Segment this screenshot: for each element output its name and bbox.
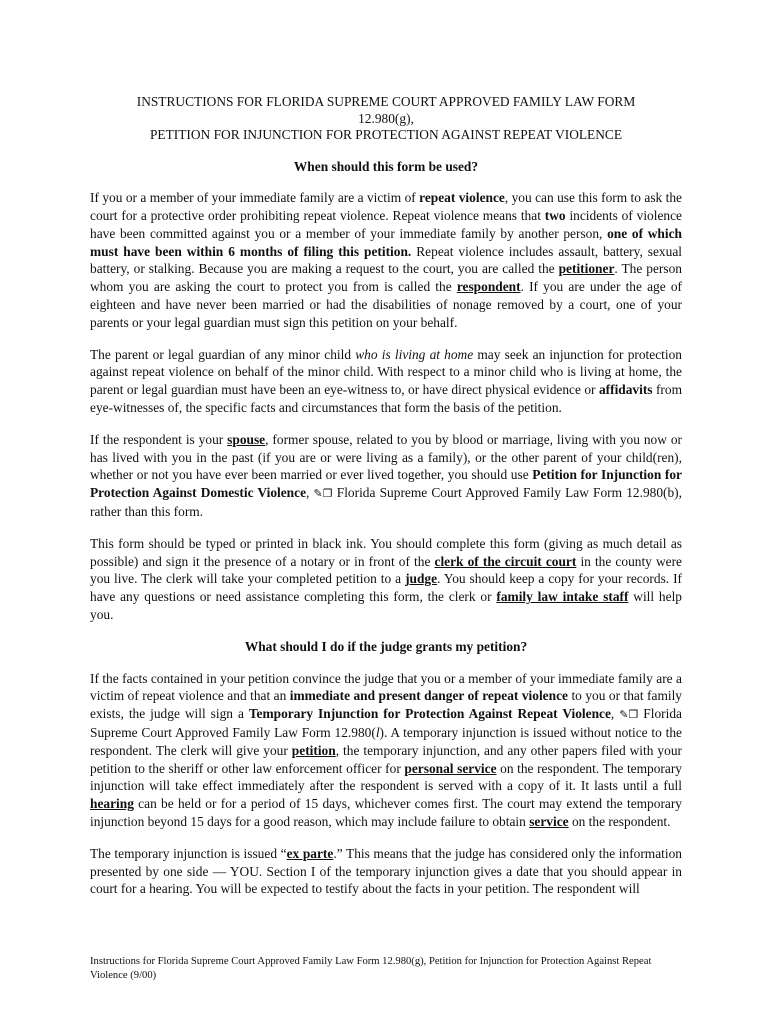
- paragraph-temporary-injunction: If the facts contained in your petition convince the judge that you or a member of your immediate family are a victim of repeat violence and that an immediate and present danger of repeat violence to you or that family exists, the judge will sign a Temporary Injunction for Protection Against Repeat Violence, ✎❐ Florida Supreme Court Approved Family Law Form 12.980(l). A temporary injunction is issued without notice to the respondent. The clerk will give your petition, the temporary injunction, and any other papers filed with your petition to the sheriff or other law enforcement officer for personal service on the respondent. The temporary injunction will take effect immediately after the respondent is served with a copy of it. It lasts until a full hearing can be held or for a period of 15 days, whichever comes first. The court may extend the temporary injunction beyond 15 days for a good reason, which may include failure to obtain service on the respondent.: [90, 670, 683, 829]
- term-petition: petition: [291, 742, 336, 758]
- paragraph-typing-instructions: This form should be typed or printed in black ink. You should complete this form (giving as much detail as possible) and sign it the presence of a notary or in front of the clerk of the circuit court in the county were you live. The clerk will take your completed petition to a judge. You should keep a copy for your records. If have any questions or need assistance completing this form, the clerk or family law intake staff will help you.: [90, 535, 682, 623]
- paragraph-minor-child: The parent or legal guardian of any minor child who is living at home may seek an injunction for protection against repeat violence on behalf of the minor child. With respect to a minor child who is living at home, the parent or legal guardian must have been an eye-witness to, or have direct physical evidence or affidavits from eye-witnesses of, the specific facts and circumstances that form the basis of the petition.: [90, 346, 682, 416]
- term-ex-parte: ex parte: [286, 845, 334, 861]
- term-personal-service: personal service: [404, 760, 497, 776]
- form-pencil-icon: ✎❐: [313, 487, 333, 501]
- term-respondent: respondent: [456, 279, 521, 295]
- page-footer: Instructions for Florida Supreme Court Approved Family Law Form 12.980(g), Petition for Injunction for Protection Against Repeat Violence (9/00): [90, 956, 652, 981]
- term-clerk-of-circuit-court: clerk of the circuit court: [434, 553, 577, 569]
- section-heading-judge-grants: What should I do if the judge grants my petition?: [244, 638, 528, 654]
- term-family-law-intake-staff: family law intake staff: [496, 589, 629, 605]
- paragraph-ex-parte: The temporary injunction is issued “ex parte.” This means that the judge has considered only the information presented by one side — YOU. Section I of the temporary injunction gives a date that you should appear in court for a hearing. You will be expected to testify about the facts in your petition. The respondent will: [90, 845, 682, 897]
- title-line-2: 12.980(g),: [358, 110, 414, 126]
- page-title: [90, 94, 682, 144]
- term-petitioner: petitioner: [558, 261, 615, 277]
- title-line-1: INSTRUCTIONS FOR FLORIDA SUPREME COURT APPROVED FAMILY LAW FORM: [136, 94, 636, 109]
- term-service: service: [529, 814, 569, 829]
- term-hearing: hearing: [90, 796, 134, 812]
- term-spouse: spouse: [227, 431, 266, 447]
- paragraph-spouse: If the respondent is your spouse, former spouse, related to you by blood or marriage, living with you now or has lived with you in the past (if you are or were living as a family), or the other parent of your child(ren), whether or not you have ever been married or ever lived together, you should use Petition for Injunction for Protection Against Domestic Violence, ✎❐ Florida Supreme Court Approved Family Law Form 12.980(b), rather than this form.: [90, 431, 683, 520]
- section-heading-when: When should this form be used?: [293, 158, 479, 174]
- paragraph-repeat-violence: If you or a member of your immediate family are a victim of repeat violence, you can use this form to ask the court for a protective order prohibiting repeat violence. Repeat violence means that two incidents of violence have been committed against you or a member of your immediate family by another person, one of which must have been within 6 months of filing this petition. Repeat violence includes assault, battery, sexual battery, or stalking. Because you are making a request to the court, you are called the petitioner. The person whom you are asking the court to protect you from is called the respondent. If you are under the age of eighteen and have never been married or had the disabilities of nonage removed by a court, one of your parents or your legal guardian must sign this petition on your behalf.: [90, 190, 683, 330]
- document-page: [90, 94, 682, 912]
- form-pencil-icon: ✎❐: [619, 708, 639, 722]
- title-line-3: PETITION FOR INJUNCTION FOR PROTECTION AGAINST REPEAT VIOLENCE: [149, 127, 623, 142]
- term-judge: judge: [405, 571, 438, 587]
